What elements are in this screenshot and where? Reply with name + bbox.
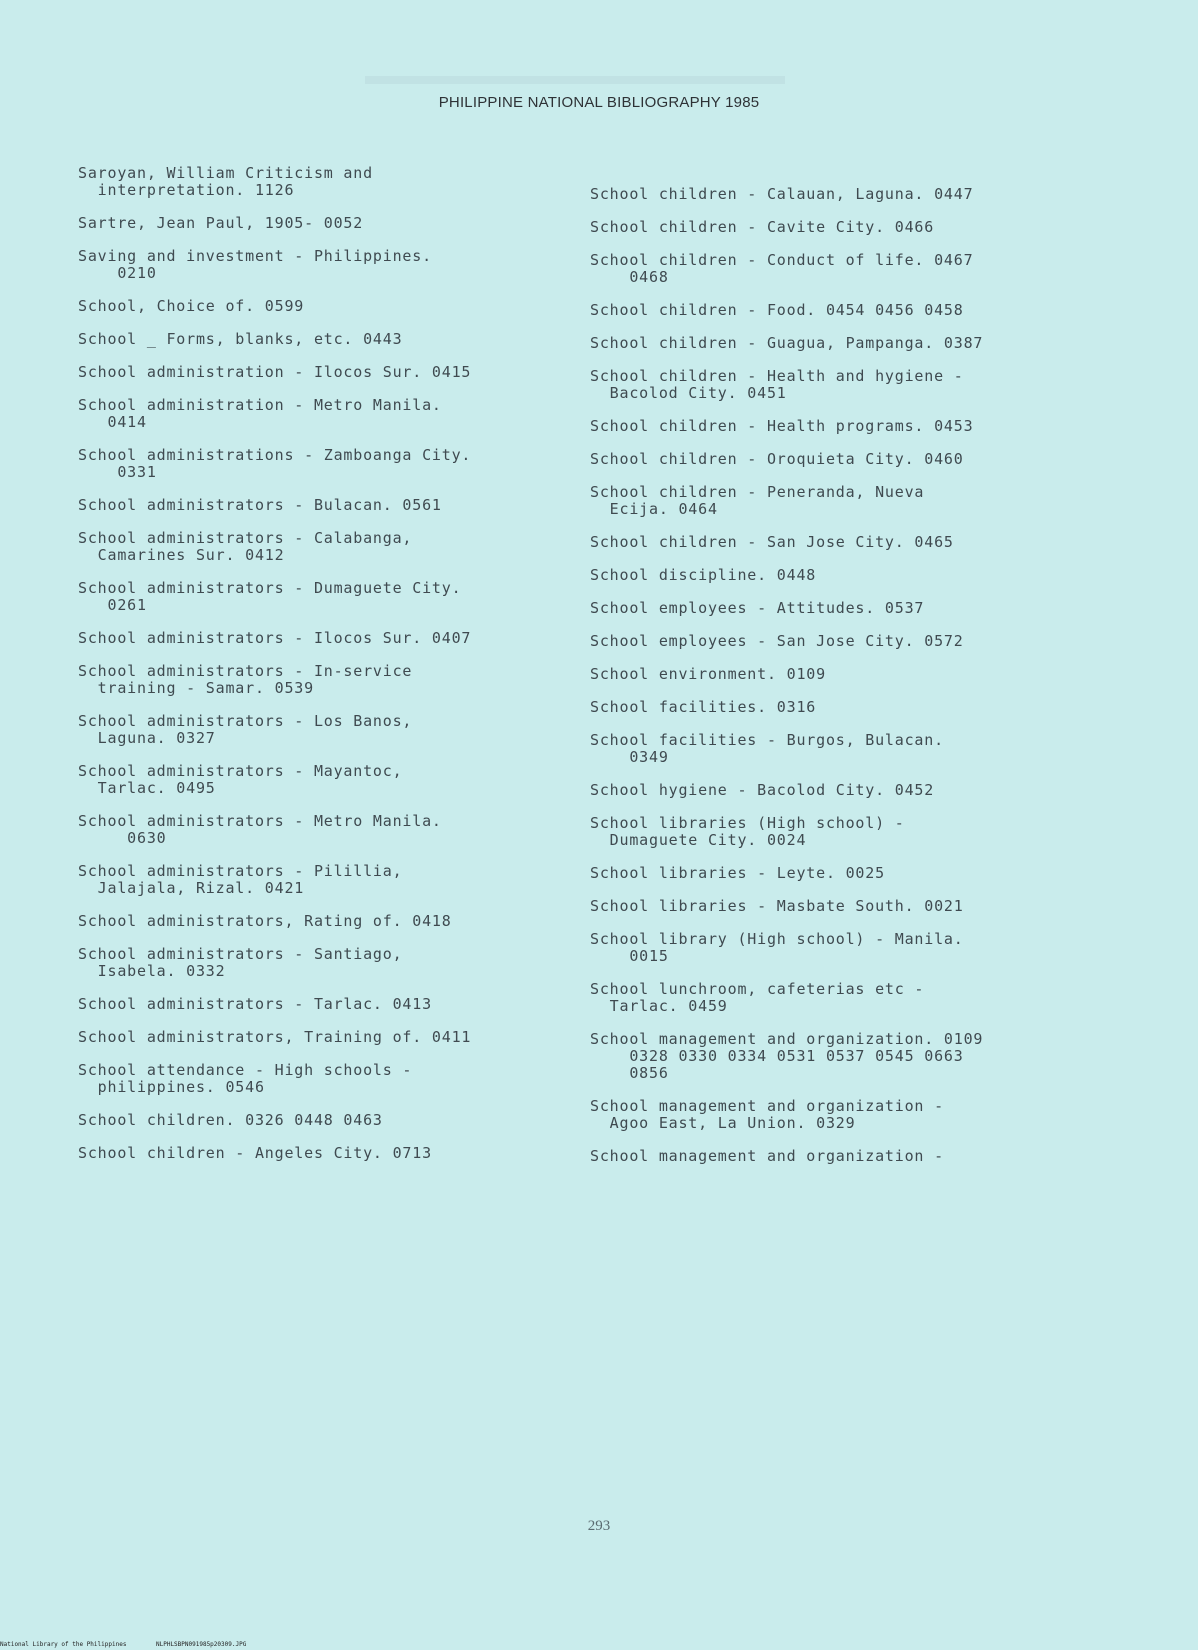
index-entry: School children - Health and hygiene - Bacolod City. 0451 — [590, 367, 964, 402]
index-entry: School administrators - Los Banos, Laguna. 0327 — [78, 712, 413, 747]
index-entry: School lunchroom, cafeterias etc - Tarlac. 0459 — [590, 980, 925, 1015]
index-entry: School children - Angeles City. 0713 — [78, 1144, 432, 1162]
left-column — [78, 165, 578, 1178]
index-entry: School library (High school) - Manila. 0015 — [590, 930, 964, 965]
index-entry: School administrators - Dumaguete City. 0261 — [78, 579, 462, 614]
right-column — [590, 186, 1090, 1181]
index-entry: School hygiene - Bacolod City. 0452 — [590, 781, 935, 799]
index-entry: School libraries (High school) - Dumaguete City. 0024 — [590, 814, 905, 849]
index-entry: School management and organization. 0109 0328 0330 0334 0531 0537 0545 0663 0856 — [590, 1030, 984, 1082]
index-entry: School administrators - Calabanga, Camarines Sur. 0412 — [78, 529, 413, 564]
index-entry: School children - Oroquieta City. 0460 — [590, 450, 964, 468]
index-entry: School facilities - Burgos, Bulacan. 0349 — [590, 731, 944, 766]
header-bleedthrough — [365, 76, 785, 84]
index-entry: School administrators, Rating of. 0418 — [78, 912, 452, 930]
index-entry: School employees - San Jose City. 0572 — [590, 632, 964, 650]
index-entry: School administrators - Bulacan. 0561 — [78, 496, 442, 514]
index-entry: School children - Health programs. 0453 — [590, 417, 974, 435]
index-entry: School administrators - Mayantoc, Tarlac. 0495 — [78, 762, 403, 797]
index-entry: School children - Calauan, Laguna. 0447 — [590, 185, 974, 203]
index-entry: School administrators - Pilillia, Jalajala, Rizal. 0421 — [78, 862, 403, 897]
index-entry: School management and organization - — [590, 1147, 944, 1165]
index-entry: School management and organization - Agoo East, La Union. 0329 — [590, 1097, 944, 1132]
index-entry: School children. 0326 0448 0463 — [78, 1111, 383, 1129]
index-entry: School children - Guagua, Pampanga. 0387 — [590, 334, 984, 352]
index-entry: School attendance - High schools - philippines. 0546 — [78, 1061, 413, 1096]
footer-library-credit: National Library of the Philippines — [0, 1641, 127, 1648]
index-entry: School libraries - Masbate South. 0021 — [590, 897, 964, 915]
index-entry: School, Choice of. 0599 — [78, 297, 305, 315]
footer-file-name: NLPHLSBPN091985p20309.JPG — [156, 1641, 247, 1648]
index-entry: School children - Conduct of life. 0467 0468 — [590, 251, 974, 286]
index-entry: Saroyan, William Criticism and interpretation. 1126 — [78, 164, 373, 199]
index-entry: School administration - Ilocos Sur. 0415 — [78, 363, 472, 381]
index-entry: Saving and investment - Philippines. 0210 — [78, 247, 432, 282]
index-entry: School administrators, Training of. 0411 — [78, 1028, 472, 1046]
index-entry: School administrators - In-service training - Samar. 0539 — [78, 662, 413, 697]
index-entry: School children - Peneranda, Nueva Ecija. 0464 — [590, 483, 925, 518]
index-entry: School facilities. 0316 — [590, 698, 817, 716]
index-entry: School administrators - Ilocos Sur. 0407 — [78, 629, 472, 647]
index-entry: School employees - Attitudes. 0537 — [590, 599, 925, 617]
index-entry: School administrators - Santiago, Isabela. 0332 — [78, 945, 403, 980]
index-entry: School children - Cavite City. 0466 — [590, 218, 935, 236]
index-entry: School libraries - Leyte. 0025 — [590, 864, 885, 882]
index-entry: School administration - Metro Manila. 0414 — [78, 396, 442, 431]
index-entry: School administrations - Zamboanga City. 0331 — [78, 446, 472, 481]
index-entry: School administrators - Metro Manila. 0630 — [78, 812, 442, 847]
index-entry: School children - San Jose City. 0465 — [590, 533, 954, 551]
index-entry: School children - Food. 0454 0456 0458 — [590, 301, 964, 319]
page-number: 293 — [587, 1518, 611, 1534]
index-entry: Sartre, Jean Paul, 1905- 0052 — [78, 214, 364, 232]
index-entry: School administrators - Tarlac. 0413 — [78, 995, 432, 1013]
page-header: PHILIPPINE NATIONAL BIBLIOGRAPHY 1985 — [438, 94, 760, 111]
index-entry: School discipline. 0448 — [590, 566, 817, 584]
index-entry: School environment. 0109 — [590, 665, 826, 683]
index-entry: School _ Forms, blanks, etc. 0443 — [78, 330, 403, 348]
